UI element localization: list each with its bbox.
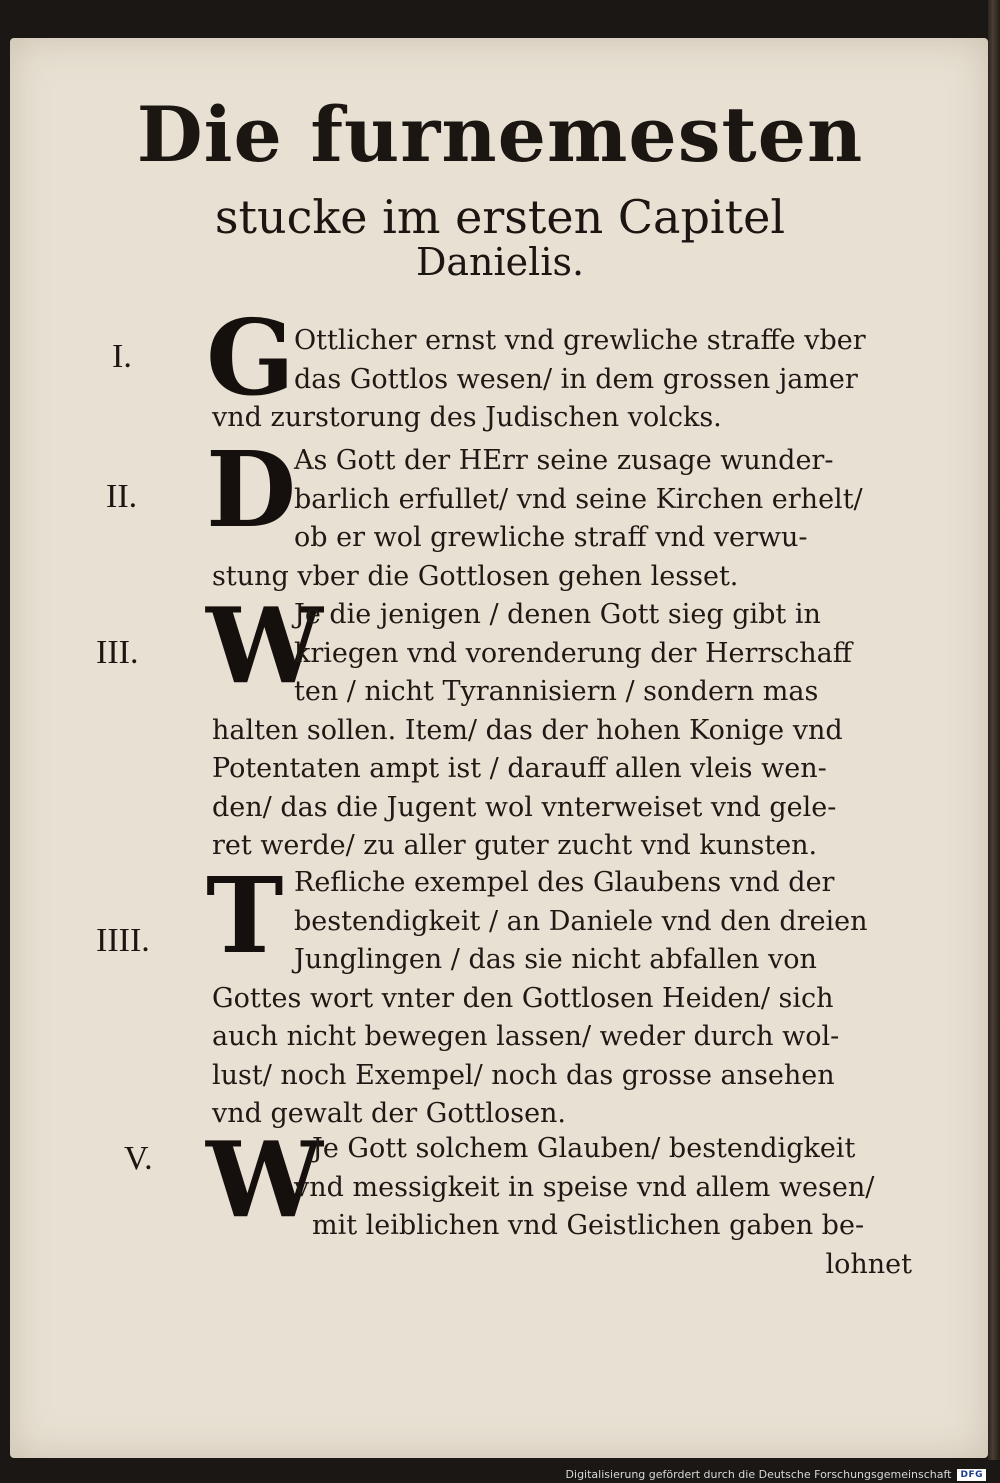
paragraph-line: bestendigkeit / an Daniele vnd den dreien (294, 905, 868, 937)
paragraph-line: Je Gott solchem Glauben/ bestendigkeit (312, 1133, 856, 1164)
paragraph-line: kriegen vnd vorenderung der Herrschaff (294, 637, 852, 669)
item-paragraph-3 (212, 596, 912, 866)
heading-line-3: Danielis. (415, 240, 585, 284)
paragraph-line: barlich erfullet/ vnd seine Kirchen erhelt/ (294, 483, 863, 515)
drop-cap-4: T (206, 854, 284, 977)
digitization-credit (566, 1468, 986, 1481)
paragraph-line: mit leiblichen vnd Geistlichen gaben be- (312, 1210, 865, 1241)
paragraph-line: Gottes wort vnter den Gottlosen Heiden/ sich (212, 982, 834, 1014)
drop-cap-5: W (206, 1118, 323, 1241)
paragraph-line: stung vber die Gottlosen gehen lesset. (212, 560, 739, 592)
paragraph-line: ret werde/ zu aller guter zucht vnd kunsten. (212, 830, 818, 861)
catchword: lohnet (825, 1248, 912, 1280)
item-paragraph-4 (212, 864, 912, 1134)
paragraph-line: den/ das die Jugent wol vnterweiset vnd gele- (212, 791, 837, 823)
item-numeral-1: I. (112, 338, 132, 375)
paragraph-line: vnd messigkeit in speise vnd allem wesen/ (294, 1171, 875, 1203)
drop-cap-2: D (206, 428, 297, 551)
item-numeral-4: IIII. (96, 922, 150, 959)
paragraph-line: Junglingen / das sie nicht abfallen von (294, 944, 817, 975)
paragraph-line: ten / nicht Tyrannisiern / sondern mas (294, 676, 819, 707)
paragraph-line: vnd zurstorung des Judischen volcks. (212, 402, 722, 433)
paragraph-line: Ottlicher ernst vnd grewliche straffe vber (294, 325, 866, 356)
item-numeral-3: III. (96, 634, 139, 671)
paragraph-line: ob er wol grewliche straff vnd verwu- (294, 522, 808, 553)
paragraph-line: auch nicht bewegen lassen/ weder durch wol- (212, 1021, 840, 1052)
item-numeral-5: V. (124, 1140, 153, 1177)
drop-cap-3: W (206, 584, 323, 707)
heading-line-1: Die furnemesten (136, 90, 864, 179)
paragraph-line: Je die jenigen / denen Gott sieg gibt in (294, 599, 821, 630)
item-paragraph-2 (212, 442, 912, 596)
heading-line-2: stucke im ersten Capitel (214, 190, 786, 244)
paragraph-line: lust/ noch Exempel/ noch das grosse ansehen (212, 1059, 835, 1091)
dfg-logo: DFG (957, 1469, 986, 1481)
item-paragraph-1 (212, 322, 912, 438)
paragraph-line: halten sollen. Item/ das der hohen Konige vnd (212, 714, 843, 746)
item-numeral-2: II. (106, 478, 138, 515)
item-paragraph-5 (212, 1130, 912, 1284)
paragraph-line: vnd gewalt der Gottlosen. (212, 1098, 567, 1129)
paragraph-line: das Gottlos wesen/ in dem grossen jamer (294, 363, 858, 395)
paragraph-line: Refliche exempel des Glaubens vnd der (294, 867, 835, 898)
drop-cap-1: G (206, 296, 295, 419)
paragraph-line: As Gott der HErr seine zusage wunder- (294, 445, 834, 476)
paragraph-line: Potentaten ampt ist / darauff allen vleis wen- (212, 753, 827, 784)
credit-text: Digitalisierung gefördert durch die Deutsche Forschungsgemeinschaft (565, 1468, 952, 1481)
